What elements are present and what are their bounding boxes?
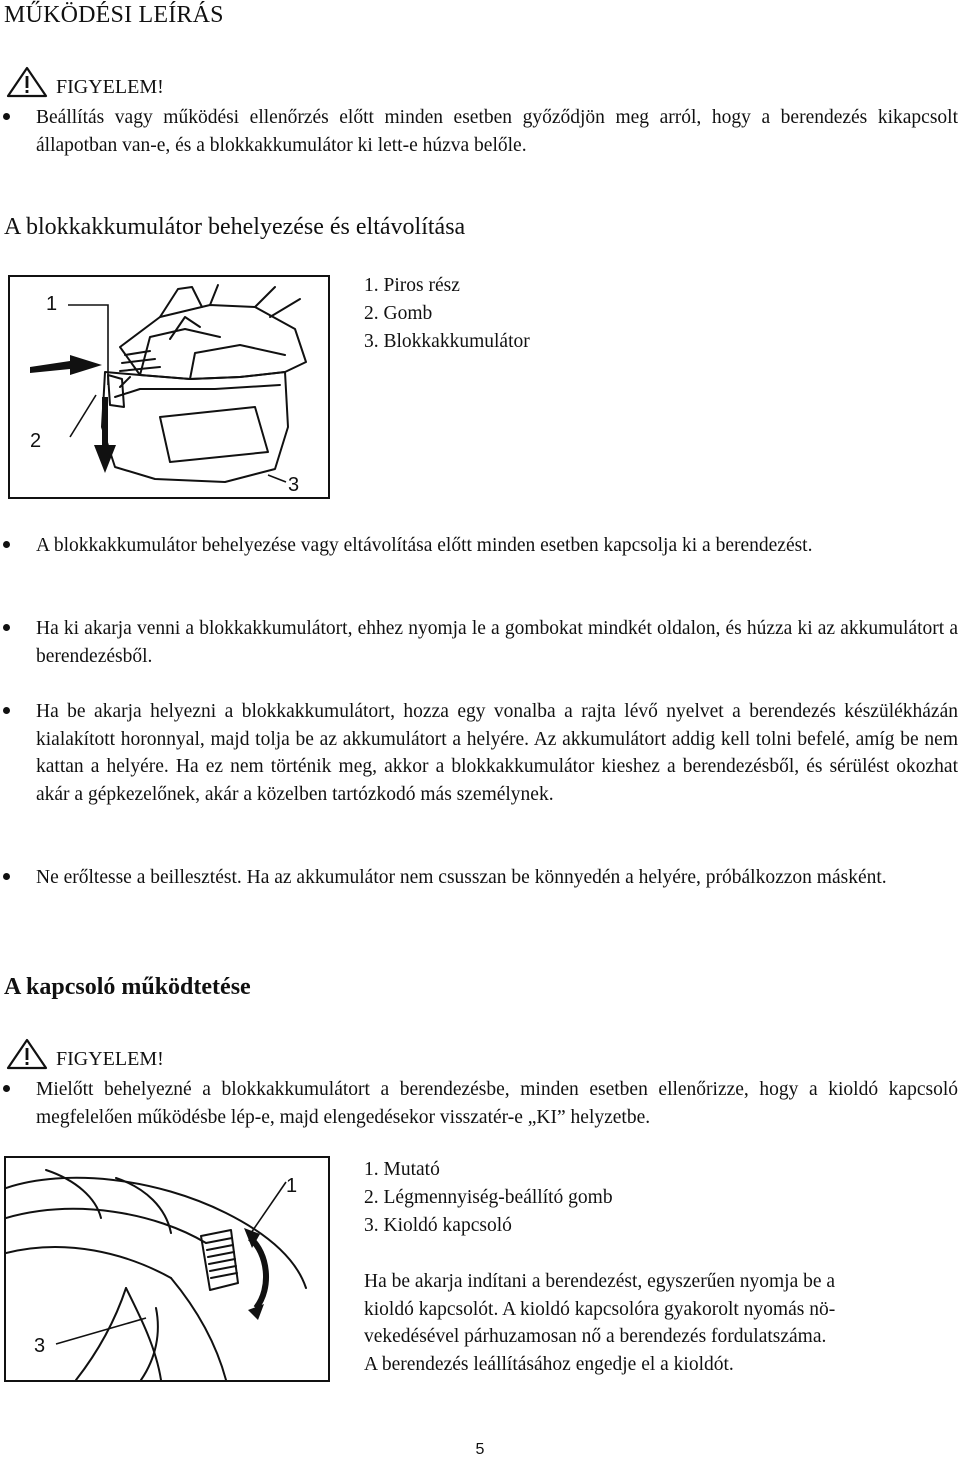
legend-item: 3. Blokkakkumulátor	[364, 331, 530, 352]
list-item	[0, 104, 958, 159]
bullet-text: Ne erőltesse a beillesztést. Ha az akkumulátor nem csusszan be könnyedén a helyére, próbálkozzon másként.	[36, 867, 887, 888]
figure-callout: 2	[30, 430, 42, 452]
figure-callout: 3	[288, 474, 300, 496]
section-heading: A kapcsoló működtetése	[4, 974, 251, 1000]
legend-item: 2. Gomb	[364, 303, 433, 324]
battery-figure	[8, 275, 330, 499]
bullet-text: A blokkakkumulátor behelyezése vagy eltávolítása előtt minden esetben kapcsolja ki a berendezést.	[36, 535, 813, 556]
list-item	[0, 615, 958, 670]
warning-icon	[6, 1038, 48, 1070]
page-title: MŰKÖDÉSI LEÍRÁS	[4, 2, 224, 28]
bullet-icon	[0, 615, 36, 670]
figure-callout: 3	[34, 1335, 46, 1357]
bullet-icon	[0, 698, 36, 808]
warning-label: FIGYELEM!	[56, 1048, 164, 1070]
bullet-icon	[0, 1076, 36, 1131]
switch-paragraph	[364, 1268, 835, 1378]
legend-item: 3. Kioldó kapcsoló	[364, 1215, 512, 1236]
bullet-icon	[0, 532, 36, 560]
bullet-text: Mielőtt behelyezné a blokkakkumulátort a berendezésbe, minden esetben ellenőrizze, hogy a kioldó kapcsoló megfelelően működésbe lép-e, majd elengedésekor visszatér-e „KI” helyzetbe.	[36, 1079, 958, 1128]
paragraph-line: A berendezés leállításához engedje el a kioldót.	[364, 1353, 734, 1375]
paragraph-line: kioldó kapcsolót. A kioldó kapcsolóra gyakorolt nyomás nö-	[364, 1298, 836, 1320]
legend-item: 1. Piros rész	[364, 275, 460, 296]
battery-illustration	[10, 277, 328, 497]
page-number: 5	[475, 1441, 485, 1458]
paragraph-line: Ha be akarja indítani a berendezést, egyszerűen nyomja be a	[364, 1271, 836, 1292]
warning-icon	[6, 66, 48, 98]
bullet-icon	[0, 864, 36, 892]
legend-item: 2. Légmennyiség-beállító gomb	[364, 1187, 613, 1208]
list-item	[0, 532, 958, 560]
legend-item: 1. Mutató	[364, 1159, 440, 1180]
figure-legend	[364, 1156, 613, 1240]
switch-figure	[4, 1156, 330, 1382]
bullet-text: Ha be akarja helyezni a blokkakkumulátort, hozza egy vonalba a rajta lévő nyelvet a berendezés készülékházán kialakított horonnyal, majd tolja be az akkumulátort a helyére. Az akkumulátort addig kell tolni befelé, amíg be nem kattan a helyére. Ha ez nem történik meg, akkor a blokkakkumulátor kieshez a berendezésből, és sérülést okozhat akár a gépkezelőnek, akár a közelben tartózkodó más személynek.	[36, 701, 958, 805]
warning-notice	[6, 64, 164, 98]
bullet-text: Ha ki akarja venni a blokkakkumulátort, ehhez nyomja le a gombokat mindkét oldalon, és húzza ki az akkumulátort a berendezésből.	[36, 618, 958, 667]
warning-label: FIGYELEM!	[56, 76, 164, 98]
list-item	[0, 1076, 958, 1131]
figure-legend	[364, 272, 530, 356]
figure-callout: 1	[286, 1175, 298, 1197]
bullet-icon	[0, 104, 36, 159]
section-heading: A blokkakkumulátor behelyezése és eltávolítása	[4, 214, 466, 240]
bullet-text: Beállítás vagy működési ellenőrzés előtt minden esetben győződjön meg arról, hogy a berendezés kikapcsolt állapotban van-e, és a blokkakkumulátor ki lett-e húzva belőle.	[36, 107, 958, 156]
list-item	[0, 698, 958, 808]
switch-illustration	[6, 1158, 328, 1380]
warning-notice	[6, 1036, 164, 1070]
list-item	[0, 864, 958, 892]
figure-callout: 1	[46, 293, 58, 315]
paragraph-line: vekedésével párhuzamosan nő a berendezés fordulatszáma.	[364, 1326, 827, 1347]
